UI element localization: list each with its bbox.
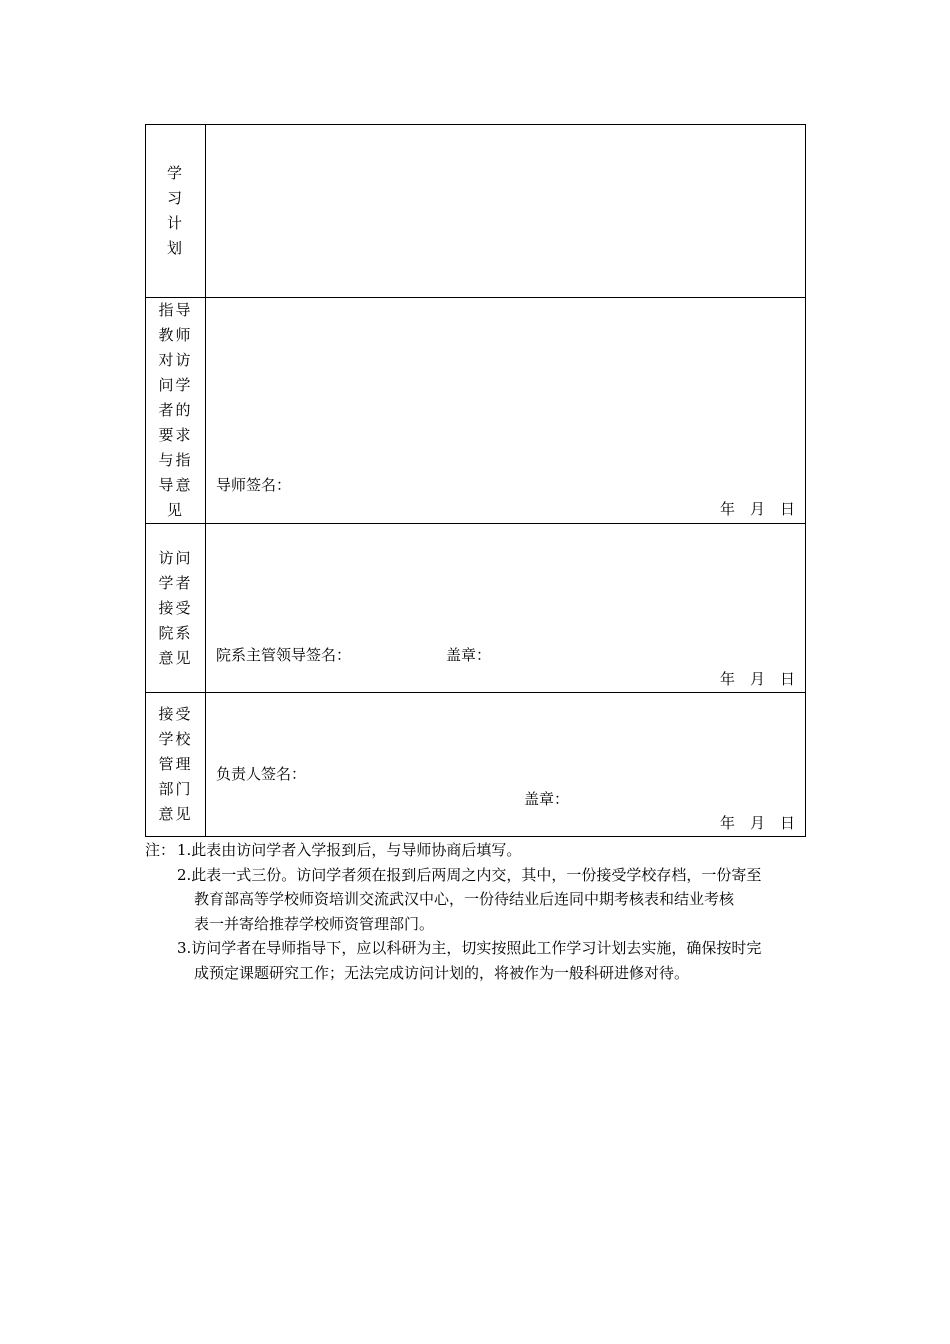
notes-prefix: 注： [145,841,176,859]
note-3-line-1 [145,936,810,961]
school-mgmt-label-cell [146,693,206,837]
notes-section [145,838,810,985]
study-plan-label-cell [146,125,206,298]
dept-opinion-label: 访问 学者 接受 院系 意见 [158,548,193,667]
visiting-scholar-form-table [145,124,806,837]
note-2-text-1: 2.此表一式三份。访问学者须在报到后两周之内交，其中，一份接受学校存档，一份寄至 [177,865,762,884]
school-seal-label: 盖章： [524,790,570,808]
advisor-opinion-row [146,298,806,524]
study-plan-content[interactable] [206,125,806,298]
school-mgmt-content[interactable] [206,693,806,837]
advisor-opinion-content[interactable] [206,298,806,524]
dept-seal-label: 盖章： [446,646,492,664]
study-plan-row [146,125,806,298]
note-3-text-1: 3.访问学者在导师指导下，应以科研为主，切实按照此工作学习计划去实施，确保按时完 [177,939,762,957]
advisor-opinion-label: 指导 教师 对访 问学 者的 要求 与指 导意 见 [158,301,193,519]
note-2-text-2: 教育部高等学校师资培训交流武汉中心，一份待结业后连同中期考核表和结业考核 [194,890,735,908]
school-mgmt-row [146,693,806,837]
advisor-signature-label: 导师签名： [216,476,292,494]
note-1-text: 1.此表由访问学者入学报到后，与导师协商后填写。 [177,841,522,859]
dept-opinion-content[interactable] [206,524,806,693]
note-3-line-2 [145,961,810,986]
school-mgmt-label: 接受 学校 管理 部门 意见 [158,705,193,823]
advisor-opinion-label-cell [146,298,206,524]
responsible-signature-label: 负责人签名： [216,765,307,783]
dept-leader-signature-label: 院系主管领导签名： [216,646,352,664]
study-plan-label: 学 习 计 划 [166,164,184,257]
dept-date: 年 月 日 [719,670,795,688]
dept-opinion-row [146,524,806,693]
note-2-line-1 [145,863,810,888]
note-2-line-2 [145,887,810,912]
note-1 [145,838,810,863]
note-2-text-3: 表一并寄给推荐学校师资管理部门。 [194,914,435,933]
note-3-text-2: 成预定课题研究工作；无法完成访问计划的，将被作为一般科研进修对待。 [194,963,690,982]
dept-opinion-label-cell [146,524,206,693]
school-date: 年 月 日 [719,814,795,832]
advisor-date: 年 月 日 [719,500,795,518]
note-2-line-3 [145,912,810,937]
